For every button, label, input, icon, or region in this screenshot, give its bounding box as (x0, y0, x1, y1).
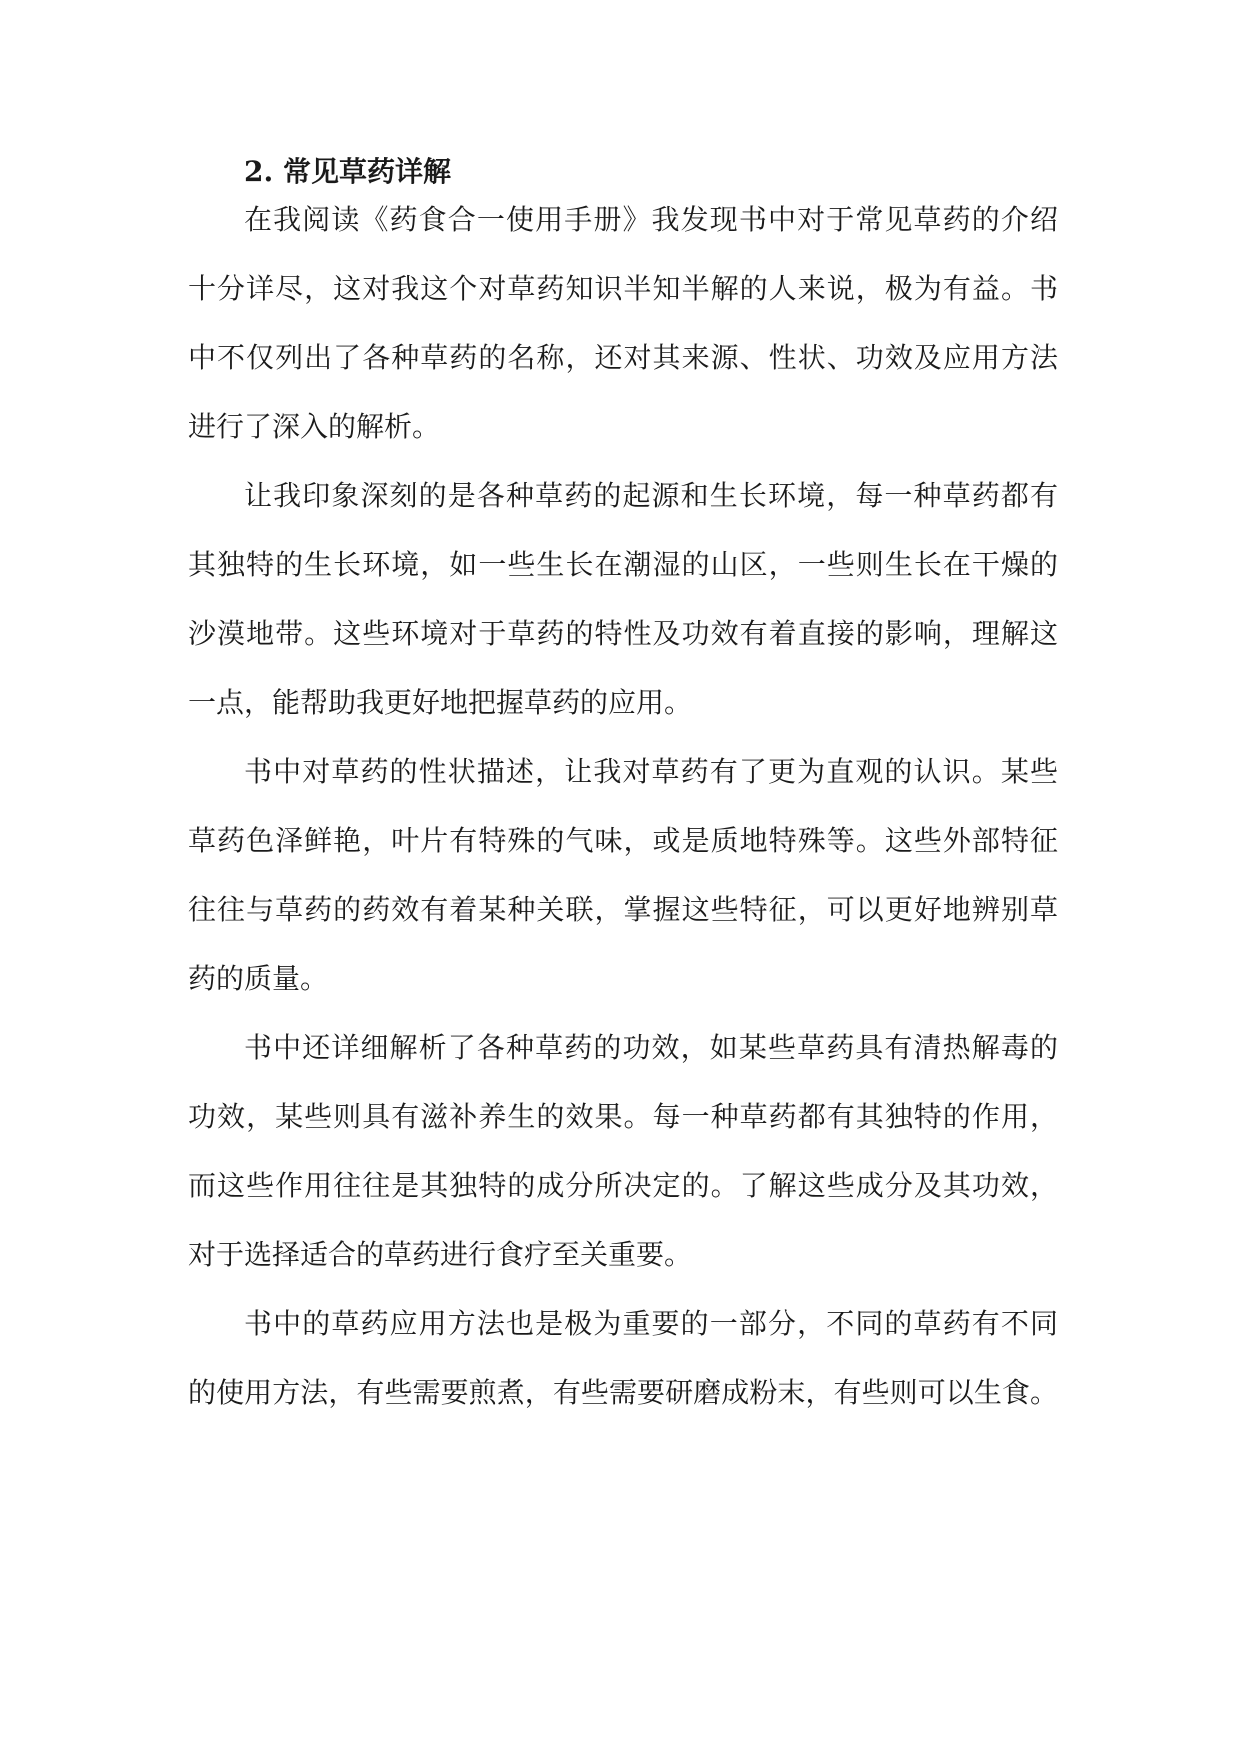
paragraph-line: 草药色泽鲜艳，叶片有特殊的气味，或是质地特殊等。这些外部特征 (188, 824, 1058, 857)
section-heading: 2. 常见草药详解 (244, 155, 451, 188)
paragraph-line: 药的质量。 (188, 962, 329, 995)
paragraph-line: 进行了深入的解析。 (188, 410, 441, 443)
paragraph-line: 书中对草药的性状描述，让我对草药有了更为直观的认识。某些 (244, 755, 1058, 788)
paragraph-line: 让我印象深刻的是各种草药的起源和生长环境，每一种草药都有 (244, 479, 1058, 512)
paragraph-line: 往往与草药的药效有着某种关联，掌握这些特征，可以更好地辨别草 (188, 893, 1058, 926)
paragraph-line: 对于选择适合的草药进行食疗至关重要。 (188, 1238, 693, 1271)
paragraph-line: 在我阅读《药食合一使用手册》我发现书中对于常见草药的介绍 (244, 203, 1058, 236)
paragraph-line: 而这些作用往往是其独特的成分所决定的。了解这些成分及其功效， (188, 1169, 1058, 1202)
paragraph-line: 书中还详细解析了各种草药的功效，如某些草药具有清热解毒的 (244, 1031, 1058, 1064)
paragraph-line: 一点，能帮助我更好地把握草药的应用。 (188, 686, 693, 719)
paragraph-line: 沙漠地带。这些环境对于草药的特性及功效有着直接的影响，理解这 (188, 617, 1058, 650)
paragraph-line: 十分详尽，这对我这个对草药知识半知半解的人来说，极为有益。书 (188, 272, 1058, 305)
paragraph-line: 中不仅列出了各种草药的名称，还对其来源、性状、功效及应用方法 (188, 341, 1058, 374)
paragraph-line: 书中的草药应用方法也是极为重要的一部分，不同的草药有不同 (244, 1307, 1058, 1340)
paragraph-line: 其独特的生长环境，如一些生长在潮湿的山区，一些则生长在干燥的 (188, 548, 1058, 581)
paragraph-line: 功效，某些则具有滋补养生的效果。每一种草药都有其独特的作用， (188, 1100, 1058, 1133)
paragraph-line: 的使用方法，有些需要煎煮，有些需要研磨成粉末，有些则可以生食。 (188, 1376, 1058, 1409)
